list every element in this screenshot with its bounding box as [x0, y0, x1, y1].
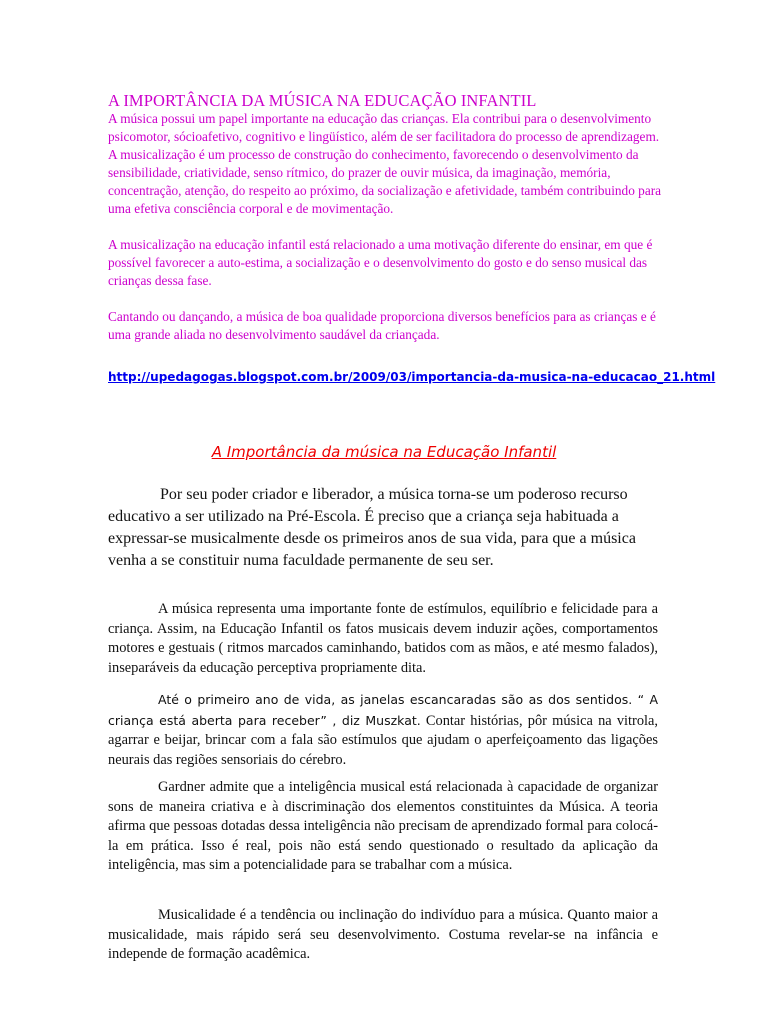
section2-title: A Importância da música na Educação Infantil — [211, 443, 557, 461]
muszkat-quote: Até o primeiro ano de vida, as janelas escancaradas são as dos sentidos. “ A criança está aberta para receber” , diz Muszkat. — [108, 692, 658, 728]
section2-paragraph-2-text: Contar histórias, pôr música na vitrola, agarrar e beijar, brincar com a fala são estímulos que ajudam o aperfeiçoamento das ligações neurais das regiões sensoriais do cérebro. — [108, 712, 659, 768]
section2-intro-paragraph — [108, 484, 663, 572]
section1-title: A IMPORTÂNCIA DA MÚSICA NA EDUCAÇÃO INFANTIL — [108, 91, 537, 110]
section-importancia-intro — [108, 92, 664, 344]
section1-paragraph-1: A música possui um papel importante na educação das crianças. Ela contribui para o desenvolvimento psicomotor, sócioafetivo, cognitivo e lingüístico, além de ser facilitadora do processo de aprendizagem. A musicalização é um processo de construção do conhecimento, favorecendo o desenvolvimento da sensibilidade, criatividade, senso rítmico, do prazer de ouvir música, da imaginação, memória, concentração, atenção, do respeito ao próximo, da socialização e afetividade, também contribuindo para uma efetiva consciência corporal e de movimentação. — [108, 111, 662, 216]
section1-paragraph-2: A musicalização na educação infantil está relacionado a uma motivação diferente do ensinar, em que é possível favorecer a auto-estima, a socialização e o desenvolvimento do gosto e do senso musical das crianças dessa fase. — [108, 237, 653, 288]
section2-paragraph-3 — [108, 778, 658, 876]
section2-intro-text: Por seu poder criador e liberador, a música torna-se um poderoso recurso educativo a ser utilizado na Pré-Escola. É preciso que a criança seja habituada a expressar-se musicalmente desde os primeiros anos de sua vida, para que a música venha a se constituir numa faculdade permanente de seu ser. — [108, 486, 636, 569]
section2-paragraph-2 — [108, 690, 658, 770]
source-link[interactable]: http://upedagogas.blogspot.com.br/2009/03/importancia-da-musica-na-educacao_21.html — [108, 370, 716, 384]
section2-paragraph-4 — [108, 906, 658, 965]
section2-paragraph-3-text: Gardner admite que a inteligência musical está relacionada à capacidade de organizar sons de maneira criativa e à discriminação dos elementos constituintes da Música. A teoria afirma que pessoas dotadas dessa inteligência não precisam de aprendizado formal para colocá-la em prática. Isso é real, pois não está sendo questionado o resultado da aplicação da inteligência, mas sim a potencialidade para se trabalhar com a música. — [108, 779, 658, 873]
section2-paragraph-1-text: A música representa uma importante fonte de estímulos, equilíbrio e felicidade para a criança. Assim, na Educação Infantil os fatos musicais devem induzir ações, comportamentos motores e gestuais ( ritmos marcados caminhando, batidos com as mãos, e até mesmo falados), inseparáveis da educação perceptiva propriamente dita. — [108, 601, 658, 676]
section2-paragraph-1 — [108, 600, 658, 678]
section2-paragraph-4-text: Musicalidade é a tendência ou inclinação do indivíduo para a música. Quanto maior a musicalidade, mais rápido será seu desenvolvimento. Costuma revelar-se na infância e independe de formação acadêmica. — [108, 907, 658, 962]
section1-paragraph-3: Cantando ou dançando, a música de boa qualidade proporciona diversos benefícios para as crianças e é uma grande aliada no desenvolvimento saudável da criançada. — [108, 309, 656, 342]
